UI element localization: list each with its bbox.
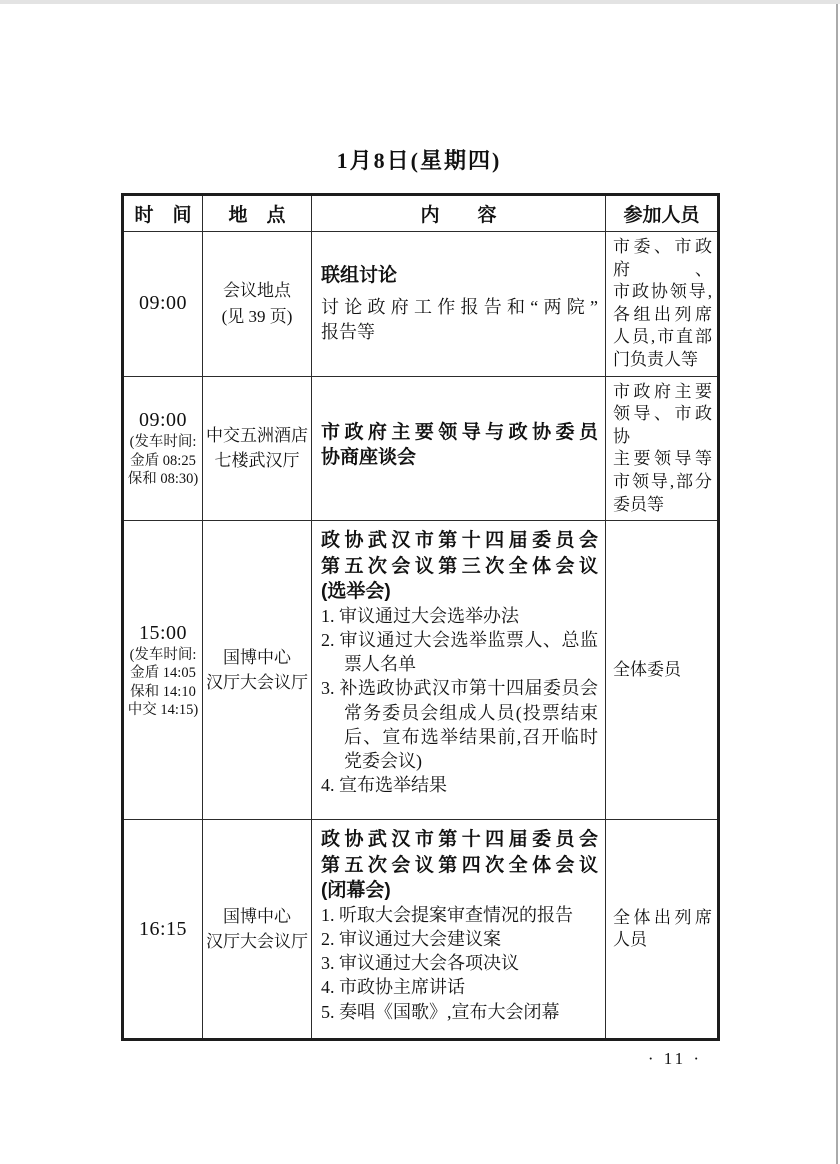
place-lines (204, 278, 310, 329)
header-cell-place: 地 点 (203, 195, 312, 232)
departure-time-line: 金盾 14:05 (130, 665, 196, 682)
table-row (123, 232, 719, 377)
top-scan-band (0, 0, 840, 4)
departure-time-line: 保和 08:30) (127, 471, 199, 488)
participants-line: 市领导,部分 (613, 472, 712, 492)
participants-lines (613, 907, 712, 952)
place-cell (203, 232, 312, 377)
place-line: 国博中心 (223, 906, 291, 926)
schedule-table (121, 193, 720, 1041)
content-body (321, 295, 598, 345)
content-title (321, 263, 598, 288)
content-item: 5. 奏唱《国歌》,宣布大会闭幕 (321, 1001, 560, 1022)
page-title: 1月8日(星期四) (336, 148, 502, 173)
content-title-line: (选举会) (321, 580, 391, 602)
content-item: 3. 补选政协武汉市第十四届委员会常务委员会组成人员(投票结束后、宣布选举结果前,召开临时党委会议) (321, 678, 598, 771)
place-line: 会议地点 (223, 281, 291, 301)
content-body-line: 报告等 (321, 322, 375, 343)
departure-times (125, 646, 201, 720)
participants-line: 人员,市直部 (613, 327, 712, 347)
content-cell (312, 521, 606, 820)
content-items (321, 903, 598, 1024)
place-cell (203, 521, 312, 820)
content-title-line: 联组讨论 (321, 265, 398, 286)
departure-time-line: 中交 14:15) (127, 702, 199, 719)
place-cell (203, 820, 312, 1040)
content-title-line: 第五次会议第四次全体会议 (321, 854, 598, 876)
place-line: 汉厅大会议厅 (206, 932, 308, 952)
participants-line: 市政府主要 (613, 381, 712, 401)
departure-time-line: (发车时间: (129, 646, 197, 663)
participants-line: 全体委员 (613, 660, 681, 679)
time-cell (123, 376, 203, 521)
participants-line: 各组出列席 (613, 304, 712, 324)
header-cell-time: 时 间 (123, 195, 203, 232)
time-cell (123, 521, 203, 820)
content-item: 3. 审议通过大会各项决议 (321, 953, 519, 974)
content-title (321, 528, 598, 604)
participants-cell (606, 820, 719, 1040)
time-value: 16:15 (138, 917, 188, 940)
content-item: 4. 宣布选举结果 (321, 774, 447, 795)
place-line: 中交五洲酒店 (206, 425, 308, 445)
content-title-line: (闭幕会) (321, 879, 391, 901)
place-line: 汉厅大会议厅 (206, 673, 308, 693)
participants-line: 主要领导等 (613, 449, 712, 469)
time-value: 09:00 (138, 292, 188, 315)
participants-line: 领导、市政协 (613, 404, 712, 446)
participants-line: 门负责人等 (613, 350, 698, 370)
place-lines (204, 645, 310, 696)
participants-line: 市政协领导, (613, 282, 712, 302)
content-cell (312, 376, 606, 521)
participants-cell (606, 521, 719, 820)
departure-times (125, 433, 201, 489)
content-cell (312, 820, 606, 1040)
place-line: 国博中心 (223, 647, 291, 667)
participants-line: 人员 (613, 930, 647, 950)
content-body-line: 讨论政府工作报告和“两院” (321, 297, 598, 318)
departure-time-line: 金盾 08:25 (130, 452, 196, 469)
time-cell (123, 232, 203, 377)
table-row (123, 521, 719, 820)
participants-lines (613, 381, 712, 517)
place-line: (见 39 页) (221, 306, 293, 326)
participants-cell (606, 232, 719, 377)
content-item: 4. 市政协主席讲话 (321, 977, 465, 998)
place-lines (204, 904, 310, 955)
content-title-line: 政协武汉市第十四届委员会 (321, 530, 598, 552)
participants-cell (606, 376, 719, 521)
table-header-row (123, 195, 719, 232)
participants-line: 市委、市政府、 (613, 237, 712, 279)
content-title (321, 827, 598, 903)
content-items (321, 604, 598, 797)
departure-time-line: (发车时间: (129, 434, 197, 451)
participants-lines (613, 236, 712, 372)
content-item: 2. 审议通过大会选举监票人、总监票人名单 (321, 630, 598, 675)
place-lines (204, 423, 310, 474)
header-cell-participants: 参加人员 (606, 195, 719, 232)
content-title (321, 420, 598, 471)
table-row (123, 820, 719, 1040)
participants-lines (613, 659, 712, 682)
content-title-line: 协商座谈会 (321, 447, 417, 469)
place-line: 七楼武汉厅 (214, 451, 300, 471)
content-title-line: 市政府主要领导与政协委员 (321, 422, 598, 444)
content-title-line: 政协武汉市第十四届委员会 (321, 829, 598, 851)
header-cell-content: 内 容 (312, 195, 606, 232)
content-item: 1. 审议通过大会选举办法 (321, 606, 519, 627)
page-number: · 11 · (647, 1049, 703, 1068)
time-cell (123, 820, 203, 1040)
content-cell (312, 232, 606, 377)
content-item: 1. 听取大会提案审查情况的报告 (321, 905, 573, 926)
time-value: 09:00 (138, 409, 188, 432)
place-cell (203, 376, 312, 521)
departure-time-line: 保和 14:10 (130, 683, 196, 700)
time-value: 15:00 (138, 621, 188, 644)
content-title-line: 第五次会议第三次全体会议 (321, 555, 598, 577)
content-item: 2. 审议通过大会建议案 (321, 929, 501, 950)
participants-line: 委员等 (613, 494, 664, 514)
participants-line: 全体出列席 (613, 907, 712, 927)
right-scan-edge-line (836, 4, 838, 1164)
table-row (123, 376, 719, 521)
